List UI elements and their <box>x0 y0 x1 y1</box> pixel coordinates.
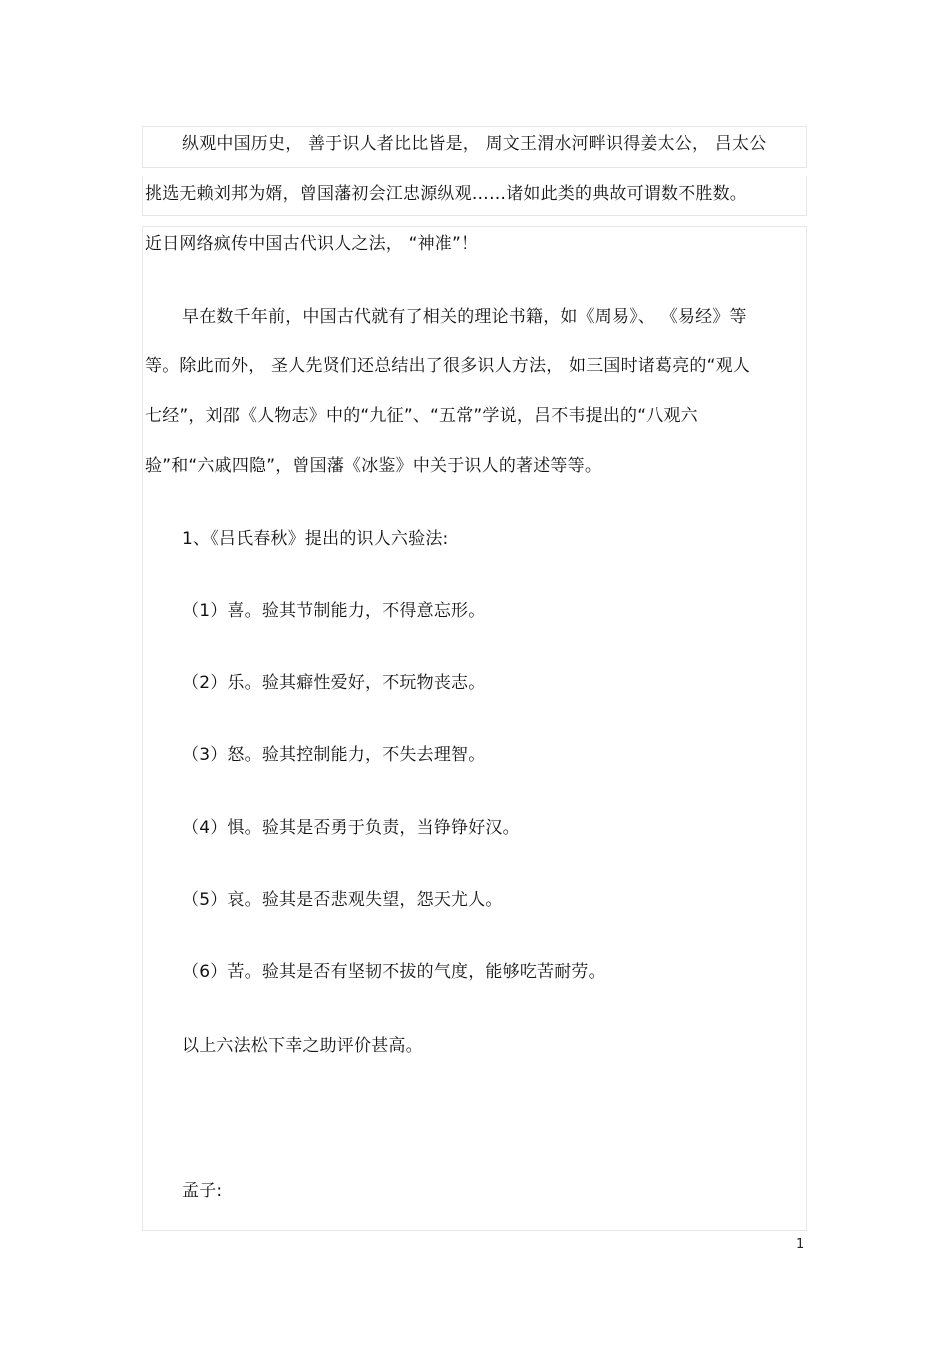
paragraph-line: 挑选无赖刘邦为婿，曾国藩初会江忠源纵观……诸如此类的典故可谓数不胜数。 <box>145 184 747 204</box>
list-item: （5）哀。验其是否悲观失望，怨天尤人。 <box>182 890 503 910</box>
section-heading: 1、《吕氏春秋》提出的识人六验法: <box>182 529 449 549</box>
list-item: （2）乐。验其癖性爱好，不玩物丧志。 <box>182 673 486 693</box>
paragraph-line: 七经”，刘邵《人物志》中的“九征”、“五常”学说，吕不韦提出的“八观六 <box>145 406 698 426</box>
paragraph-line: 近日网络疯传中国古代识人之法， “神准”！ <box>145 234 479 254</box>
section-heading: 孟子: <box>182 1181 223 1201</box>
list-item: （4）惧。验其是否勇于负责，当铮铮好汉。 <box>182 818 520 838</box>
list-item: （6）苦。验其是否有坚韧不拔的气度，能够吃苦耐劳。 <box>182 962 606 982</box>
paragraph-line: 以上六法松下幸之助评价甚高。 <box>182 1036 423 1056</box>
list-item: （1）喜。验其节制能力，不得意忘形。 <box>182 601 486 621</box>
page-number: 1 <box>796 1237 805 1252</box>
paragraph-line: 纵观中国历史， 善于识人者比比皆是， 周文王渭水河畔识得姜太公， 吕太公 <box>182 134 767 154</box>
paragraph-line: 验”和“六戚四隐”，曾国藩《冰鉴》中关于识人的著述等等。 <box>145 456 603 476</box>
paragraph-line: 等。除此而外， 圣人先贤们还总结出了很多识人方法， 如三国时诸葛亮的“观人 <box>145 356 751 376</box>
paragraph-line: 早在数千年前，中国古代就有了相关的理论书籍，如《周易》、 《易经》等 <box>182 307 747 327</box>
list-item: （3）怒。验其控制能力，不失去理智。 <box>182 745 486 765</box>
